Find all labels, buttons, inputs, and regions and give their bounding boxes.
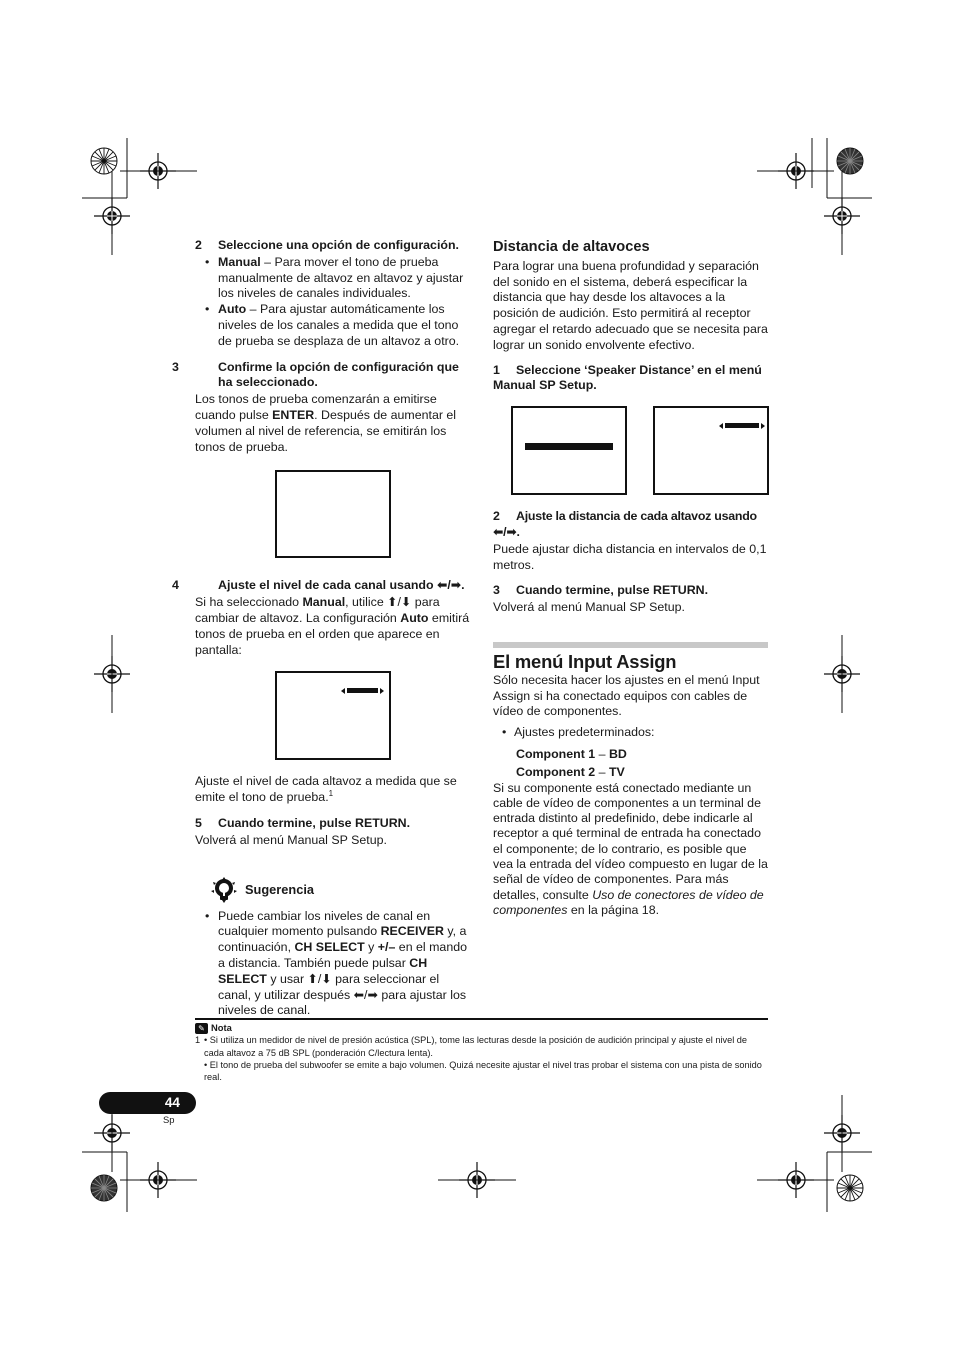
default-component-2: Component 2 – TV	[516, 764, 625, 779]
right-step-1: 1 Seleccione ‘Speaker Distance’ en el menú Manual SP Setup.	[493, 362, 762, 393]
cross-reference-link[interactable]: Uso de conectores de vídeo de componentes	[493, 887, 764, 917]
step-5: 5 Cuando termine, pulse RETURN.	[195, 815, 411, 830]
footnote-1b: • El tono de prueba del subwoofer se emite a bajo volumen. Quizá necesite ajustar el nivel tras probar el sistema con una pista de sonido real.	[204, 1059, 762, 1083]
screen-pair	[511, 406, 769, 495]
language-code: Sp	[163, 1114, 175, 1125]
page-number: 44	[99, 1092, 196, 1114]
screen-figure-4	[653, 406, 769, 495]
level-bar	[347, 688, 378, 693]
bullet-manual: • Manual – Para mover el tono de prueba manualmente de altavoz en altavoz y ajustar los niveles de canales individuales.	[195, 255, 471, 302]
level-right-arrow-icon	[380, 688, 384, 694]
footnote-1a: 1 • Si utiliza un medidor de nivel de presión acústica (SPL), tome las lecturas desde la posición de audición principal y ajuste el nivel de cada altavoz a 75 dB SPL (ponderación C/lectura lenta).	[195, 1035, 748, 1058]
distance-left-arrow-icon	[719, 423, 723, 429]
step-4-body: Si ha seleccionado Manual, utilice ⬆/⬇ para cambiar de altavoz. La configuración Auto emitirá tonos de prueba en el orden que aparece en pantalla:	[195, 595, 470, 657]
level-left-arrow-icon	[341, 688, 345, 694]
right-step-3-body: Volverá al menú Manual SP Setup.	[493, 600, 685, 615]
screen-figure-2-wrap	[195, 671, 471, 760]
tip-bullet: • Puede cambiar los niveles de canal en cualquier momento pulsando RECEIVER y, a continuación, CH SELECT y +/– en el mando a distancia. También puede pulsar CH SELECT y usar ⬆/⬇ para seleccionar el canal, y utilizar después ⬅/➡ para ajustar los niveles de canal.	[195, 909, 471, 1020]
bullet-auto: • Auto – Para ajustar automáticamente los niveles de los canales a medida que el tono de prueba se desplaza de un altavoz a otro.	[195, 302, 471, 349]
distance-right-arrow-icon	[761, 423, 765, 429]
step-2: 2 Seleccione una opción de configuración.	[195, 238, 459, 252]
footnote-area	[195, 1018, 768, 1083]
tip-header	[211, 877, 471, 903]
defaults-bullet: • Ajustes predeterminados:	[493, 725, 768, 741]
after-screen-text: Ajuste el nivel de cada altavoz a medida que se emite el tono de prueba.$^1$	[195, 774, 457, 805]
step-3: 3 Confirme la opción de configuración que ha seleccionado.	[172, 359, 459, 390]
note-pencil-icon: ✎	[195, 1023, 208, 1034]
screen-figure-3	[511, 406, 627, 495]
section-rule	[493, 642, 768, 648]
right-step-2-body: Puede ajustar dicha distancia en intervalos de 0,1 metros.	[493, 541, 767, 572]
step-4: 4 Ajuste el nivel de cada canal usando ⬅/➡.	[172, 578, 465, 593]
footnote-rule	[195, 1018, 768, 1020]
distance-bar	[725, 423, 759, 428]
right-step-3: 3 Cuando termine, pulse RETURN.	[493, 583, 709, 598]
speaker-distance-intro: Para lograr una buena profundidad y separación del sonido en el sistema, deberá especificar la distancia que hay desde los altavoces a la posición de audición. Esto permitirá al receptor agregar el retardo adecuado que se necesita para lograr un sonido envolvente efectivo.	[493, 258, 768, 352]
section-title-input-assign: El menú Input Assign	[493, 650, 677, 672]
screen-figure-1-wrap	[195, 470, 471, 558]
right-column	[493, 238, 768, 918]
tip-label: Sugerencia	[245, 881, 314, 897]
note-header: ✎ Nota	[195, 1022, 768, 1034]
input-assign-body: Si su componente está conectado mediante un cable de vídeo de componentes a un terminal de entrada distinto al predefinido, debe indicarle al receptor a qué terminal de entrada ha conectado el componente; de lo contrario, es posible que vea la entrada del vídeo compuesto en lugar de la señal de vídeo de componentes. Para más detalles, consulte Uso de conectores de vídeo de componentes en la página 18.	[493, 780, 768, 917]
right-step-2: 2 Ajuste la distancia de cada altavoz usando ⬅/➡.	[493, 509, 757, 539]
left-column	[172, 238, 471, 1019]
lightbulb-icon	[211, 877, 237, 903]
heading-speaker-distance: Distancia de altavoces	[493, 239, 650, 255]
step-5-body: Volverá al menú Manual SP Setup.	[195, 832, 387, 847]
default-component-1: Component 1 – BD	[516, 746, 627, 761]
screen-figure-2	[275, 671, 391, 760]
input-assign-intro: Sólo necesita hacer los ajustes en el menú Input Assign si ha conectado equipos con cables de vídeo de componentes.	[493, 672, 760, 719]
screen-figure-1	[275, 470, 391, 558]
menu-highlight-bar	[525, 443, 613, 450]
step-3-body: Los tonos de prueba comenzarán a emitirse cuando pulse ENTER. Después de aumentar el volumen al nivel de referencia, se emitirán los tonos de prueba.	[195, 392, 457, 454]
